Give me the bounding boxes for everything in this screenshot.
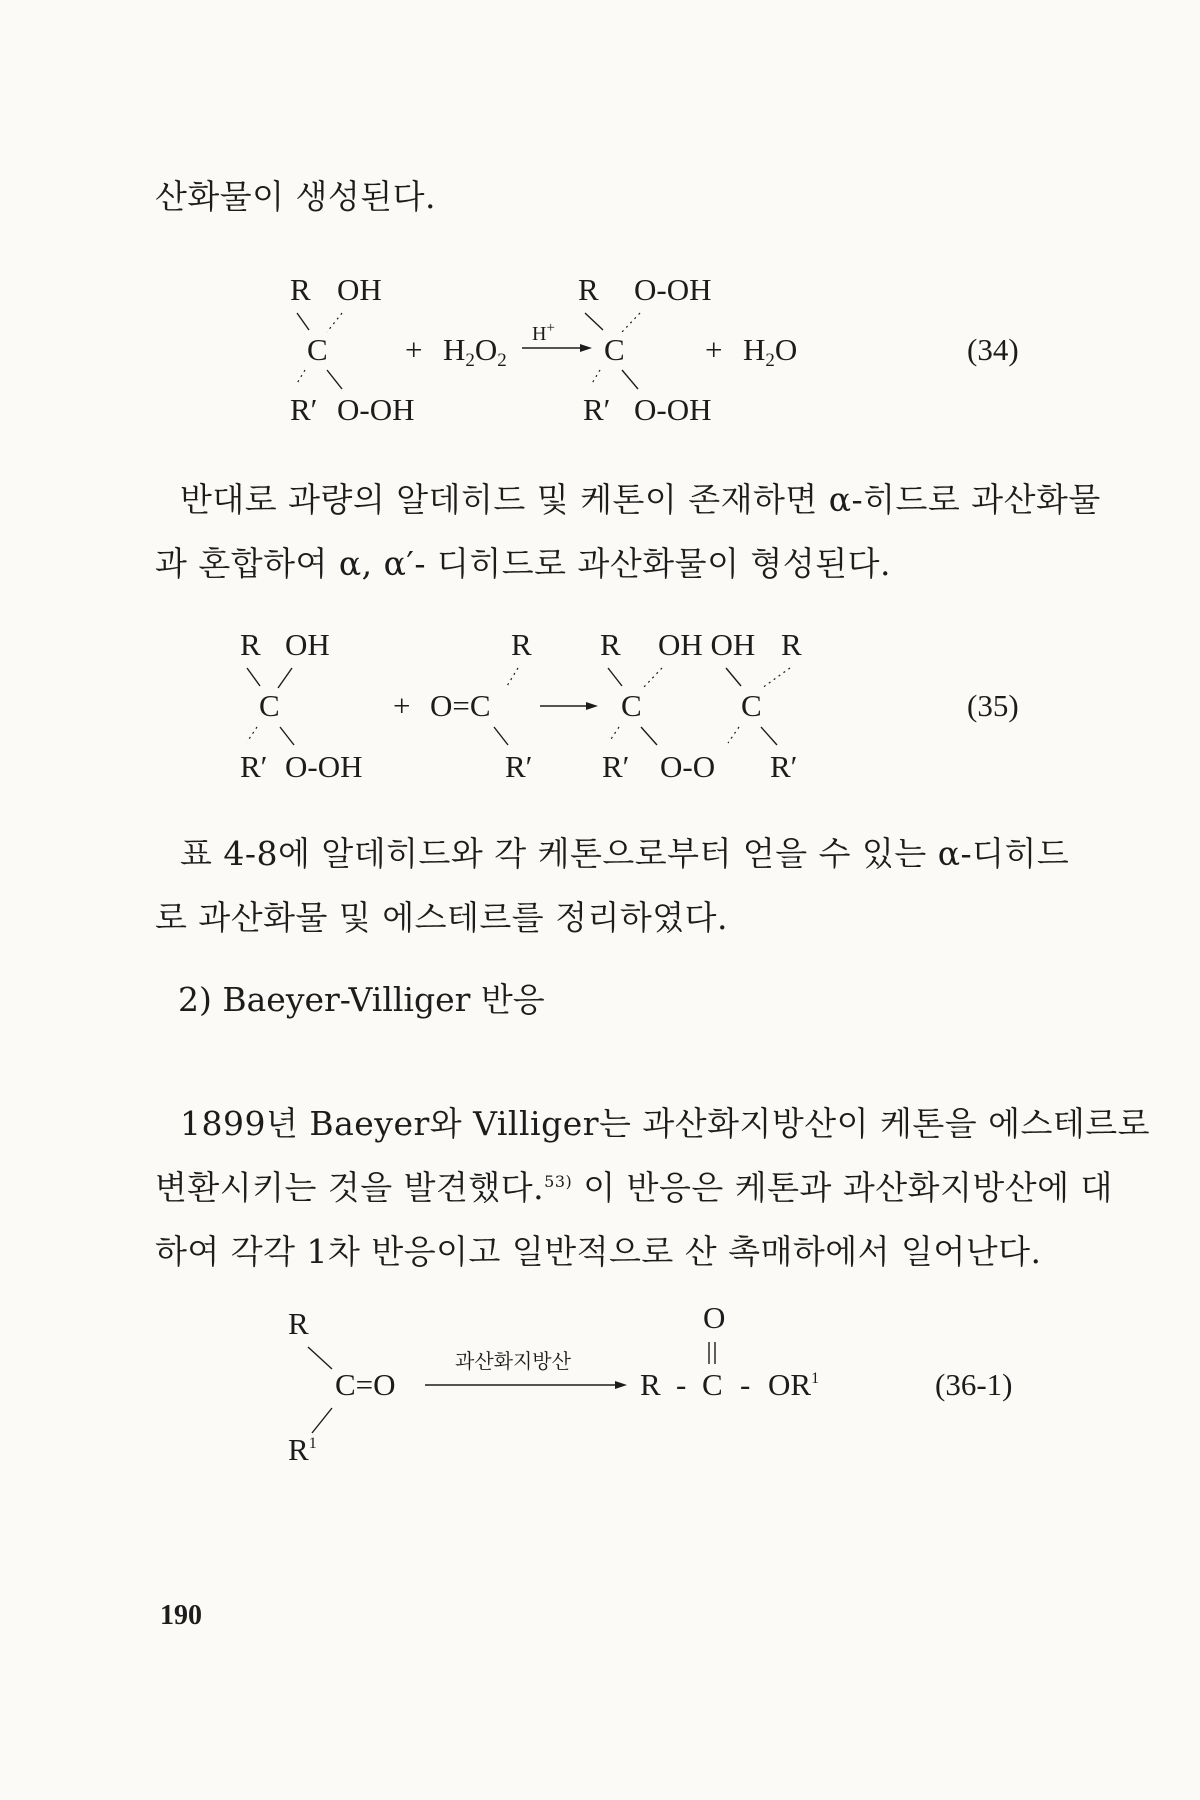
eq35-arrowhead [586,702,598,710]
eq35-bond [247,668,260,686]
eq36-arrowhead [615,1381,627,1389]
eq34-prod-C: C [604,332,625,367]
eq34-H2O2: H2O2 [443,332,507,371]
eq35-bond [247,727,257,742]
eq34-prod-R: R [578,272,599,307]
eq34-bond [296,370,305,385]
equation-36-1 [288,1300,1012,1467]
eq34-R: R [290,272,311,307]
eq34-bond [622,370,638,389]
eq35-prod-R1: R [600,627,621,662]
eq34-bond [591,370,600,385]
eq34-bond [585,313,603,330]
eq34-OOH: O-OH [337,392,415,427]
eq35-bond [761,727,777,745]
eq36-prod-dash2: - [740,1367,751,1402]
eq34-prod-Rprime: R′ [583,392,611,427]
eq36-prod-O: O [703,1300,726,1335]
text-line [155,1156,1113,1220]
eq35-ketone-Rprime: R′ [505,749,533,784]
paragraph-intro [155,165,1055,229]
eq36-R: R [288,1306,309,1341]
eq35-bond [608,668,622,686]
eq35-plus: + [393,688,411,723]
eq35-bond [507,668,518,686]
eq35-Rprime: R′ [240,749,268,784]
eq36-reagent: 과산화지방산 [455,1349,571,1373]
eq35-prod-Rprime1: R′ [602,749,630,784]
eq36-CO: C=O [335,1367,396,1402]
eq34-C: C [307,332,328,367]
eq35-prod-R2: R [781,627,802,662]
reference-marker[interactable]: 53) [544,1172,573,1191]
eq35-bond [726,668,741,686]
eq36-prod-OR: $OR^1$ [768,1367,820,1402]
eq35-C: C [259,688,280,723]
eq34-label: (34) [967,332,1019,367]
equation-34 [290,272,1019,427]
eq34-catalyst: H+ [532,320,555,345]
eq34-bond [622,313,640,332]
text-line: 하여 각각 1차 반응이고 일반적으로 산 촉매하에서 일어난다. [155,1232,1042,1271]
eq35-bond [609,727,619,742]
eq34-prod-OOH-top: O-OH [634,272,712,307]
eq36-R1: $R^1$ [288,1432,317,1467]
paragraph-baeyer-villiger [155,1092,1151,1284]
eq35-prod-C1: C [621,688,642,723]
eq35-prod-OO: O-O [660,749,716,784]
eq35-prod-C2: C [741,688,762,723]
eq35-bond [728,727,739,743]
eq34-bond [327,370,342,389]
eq34-arrowhead [580,344,592,352]
text-line: 과 혼합하여 α, α′- 디히드로 과산화물이 형성된다. [155,544,891,583]
paragraph-table-ref [155,822,1070,950]
eq35-OH: OH [285,627,330,662]
eq34-plus2: + [705,332,723,367]
eq34-plus: + [405,332,423,367]
eq36-prod-C: C [702,1367,723,1402]
eq35-R: R [240,627,261,662]
eq35-bond [641,727,657,745]
text-line: 1899년 Baeyer와 Villiger는 과산화지방산이 케톤을 에스테르로 [180,1104,1151,1143]
eq35-OOH: O-OH [285,749,363,784]
text-segment: 변환시키는 것을 발견했다. [155,1168,545,1207]
eq34-H2O: H2O [743,332,798,371]
page-number: 190 [160,1600,202,1631]
eq36-bond [312,1408,332,1433]
eq35-bond [278,668,292,688]
eq34-Rprime: R′ [290,392,318,427]
eq35-label: (35) [967,688,1019,723]
eq36-bond [308,1347,332,1369]
eq35-bond [494,727,508,745]
equation-35 [240,627,1019,784]
text-line: 반대로 과량의 알데히드 및 케톤이 존재하면 α-히드로 과산화물 [180,480,1101,519]
eq36-prod-R: R [640,1367,661,1402]
eq36-label: (36-1) [935,1367,1013,1402]
section-title: 2) Baeyer-Villiger 반응 [178,980,545,1019]
text-line: 로 과산화물 및 에스테르를 정리하였다. [155,898,728,937]
eq34-prod-OOH-bot: O-OH [634,392,712,427]
paragraph-excess-aldehyde [155,468,1101,596]
eq35-prod-Rprime2: R′ [770,749,798,784]
eq34-OH: OH [337,272,382,307]
eq35-ketone-R: R [511,627,532,662]
eq35-ketone-OC: O=C [430,688,491,723]
eq36-prod-dash1: - [676,1367,687,1402]
eq34-bond [327,313,342,332]
text-line: 산화물이 생성된다. [155,177,437,216]
eq35-bond [762,668,790,688]
eq35-bond [643,668,662,688]
eq34-bond [297,313,309,330]
text-line: 표 4-8에 알데히드와 각 케톤으로부터 얻을 수 있는 α-디히드 [180,834,1070,873]
eq35-prod-OHOH: OH OH [658,627,756,662]
text-segment: 이 반응은 케톤과 과산화지방산에 대 [572,1168,1113,1207]
eq35-bond [280,727,294,745]
